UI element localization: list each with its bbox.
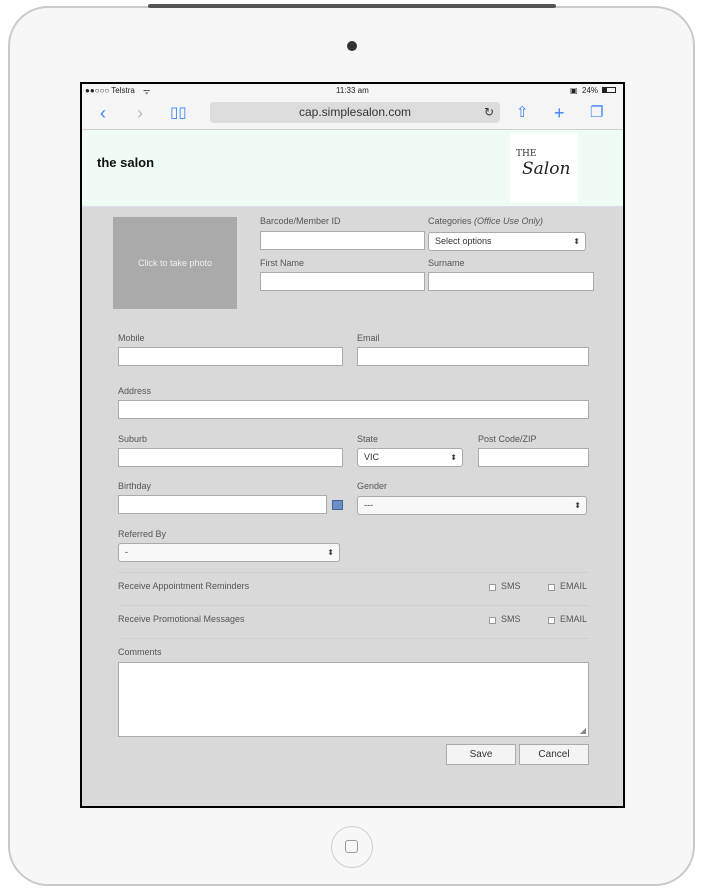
state-select[interactable]: VIC ⬍ [357,448,463,467]
barcode-label: Barcode/Member ID [260,216,341,226]
status-time: 11:33 am [336,86,369,95]
gender-select[interactable]: --- ⬍ [357,496,587,515]
cancel-button[interactable]: Cancel [519,744,589,765]
share-icon[interactable]: ⇧ [516,104,529,121]
new-tab-icon[interactable]: + [554,103,565,123]
camera [347,41,357,51]
tabs-icon[interactable]: ❐ [590,104,604,121]
take-photo-button[interactable]: Click to take photo [113,217,237,309]
suburb-label: Suburb [118,434,148,444]
reminders-label: Receive Appointment Reminders [118,581,250,591]
barcode-input[interactable] [260,231,425,250]
reminders-sms-checkbox[interactable] [489,584,496,591]
battery-icon [602,87,616,93]
promo-label: Receive Promotional Messages [118,614,245,624]
screen-lock-icon: ▣ [570,86,578,95]
carrier-label: ●●○○○ Telstra [85,86,135,95]
screen [80,82,625,808]
updown-icon: ⬍ [573,237,580,246]
home-button[interactable] [331,826,373,868]
save-button[interactable]: Save [446,744,516,765]
comments-label: Comments [118,647,162,657]
bookmarks-icon[interactable]: ▯▯ [170,104,187,121]
categories-label: Categories (Office Use Only) [428,216,544,226]
home-square-icon [345,840,358,853]
divider [118,605,589,606]
address-bar[interactable] [210,102,500,123]
promo-sms-label: SMS [501,614,521,624]
reminders-email-checkbox[interactable] [548,584,555,591]
page-title: the salon [97,155,155,170]
postcode-input[interactable] [478,448,589,467]
url-text: cap.simplesalon.com [298,105,412,119]
status-bar [82,84,623,98]
surname-input[interactable] [428,272,594,291]
back-icon[interactable]: ‹ [100,103,106,123]
salon-logo: THE Salon [510,133,578,203]
gender-label: Gender [357,481,388,491]
promo-email-checkbox[interactable] [548,617,555,624]
first-name-label: First Name [260,258,305,268]
promo-sms-checkbox[interactable] [489,617,496,624]
first-name-input[interactable] [260,272,425,291]
suburb-input[interactable] [118,448,343,467]
address-label: Address [118,386,152,396]
reload-icon[interactable]: ↻ [483,105,494,119]
mobile-input[interactable] [118,347,343,366]
reminders-sms-label: SMS [501,581,521,591]
birthday-input[interactable] [118,495,327,514]
categories-select[interactable]: Select options ⬍ [428,232,586,251]
email-input[interactable] [357,347,589,366]
updown-icon: ⬍ [327,548,334,557]
email-label: Email [357,333,380,343]
address-input[interactable] [118,400,589,419]
reminders-email-label: EMAIL [560,581,588,591]
surname-label: Surname [428,258,465,268]
browser-toolbar [82,98,623,130]
power-button [148,4,556,8]
birthday-label: Birthday [118,481,152,491]
promo-email-label: EMAIL [560,614,588,624]
divider [118,638,589,639]
page-header [82,130,623,207]
referred-by-label: Referred By [118,529,167,539]
updown-icon: ⬍ [450,453,457,462]
forward-icon[interactable]: › [137,103,143,123]
divider [118,572,589,573]
calendar-icon[interactable] [332,500,343,510]
referred-by-select[interactable]: - ⬍ [118,543,340,562]
battery-percent: 24% [582,86,599,95]
comments-textarea[interactable] [118,662,589,737]
wifi-icon: ᯤ [143,87,151,96]
mobile-label: Mobile [118,333,145,343]
updown-icon: ⬍ [574,501,581,510]
postcode-label: Post Code/ZIP [478,434,537,444]
resize-grip-icon[interactable]: ◢ [579,726,586,735]
state-label: State [357,434,379,444]
